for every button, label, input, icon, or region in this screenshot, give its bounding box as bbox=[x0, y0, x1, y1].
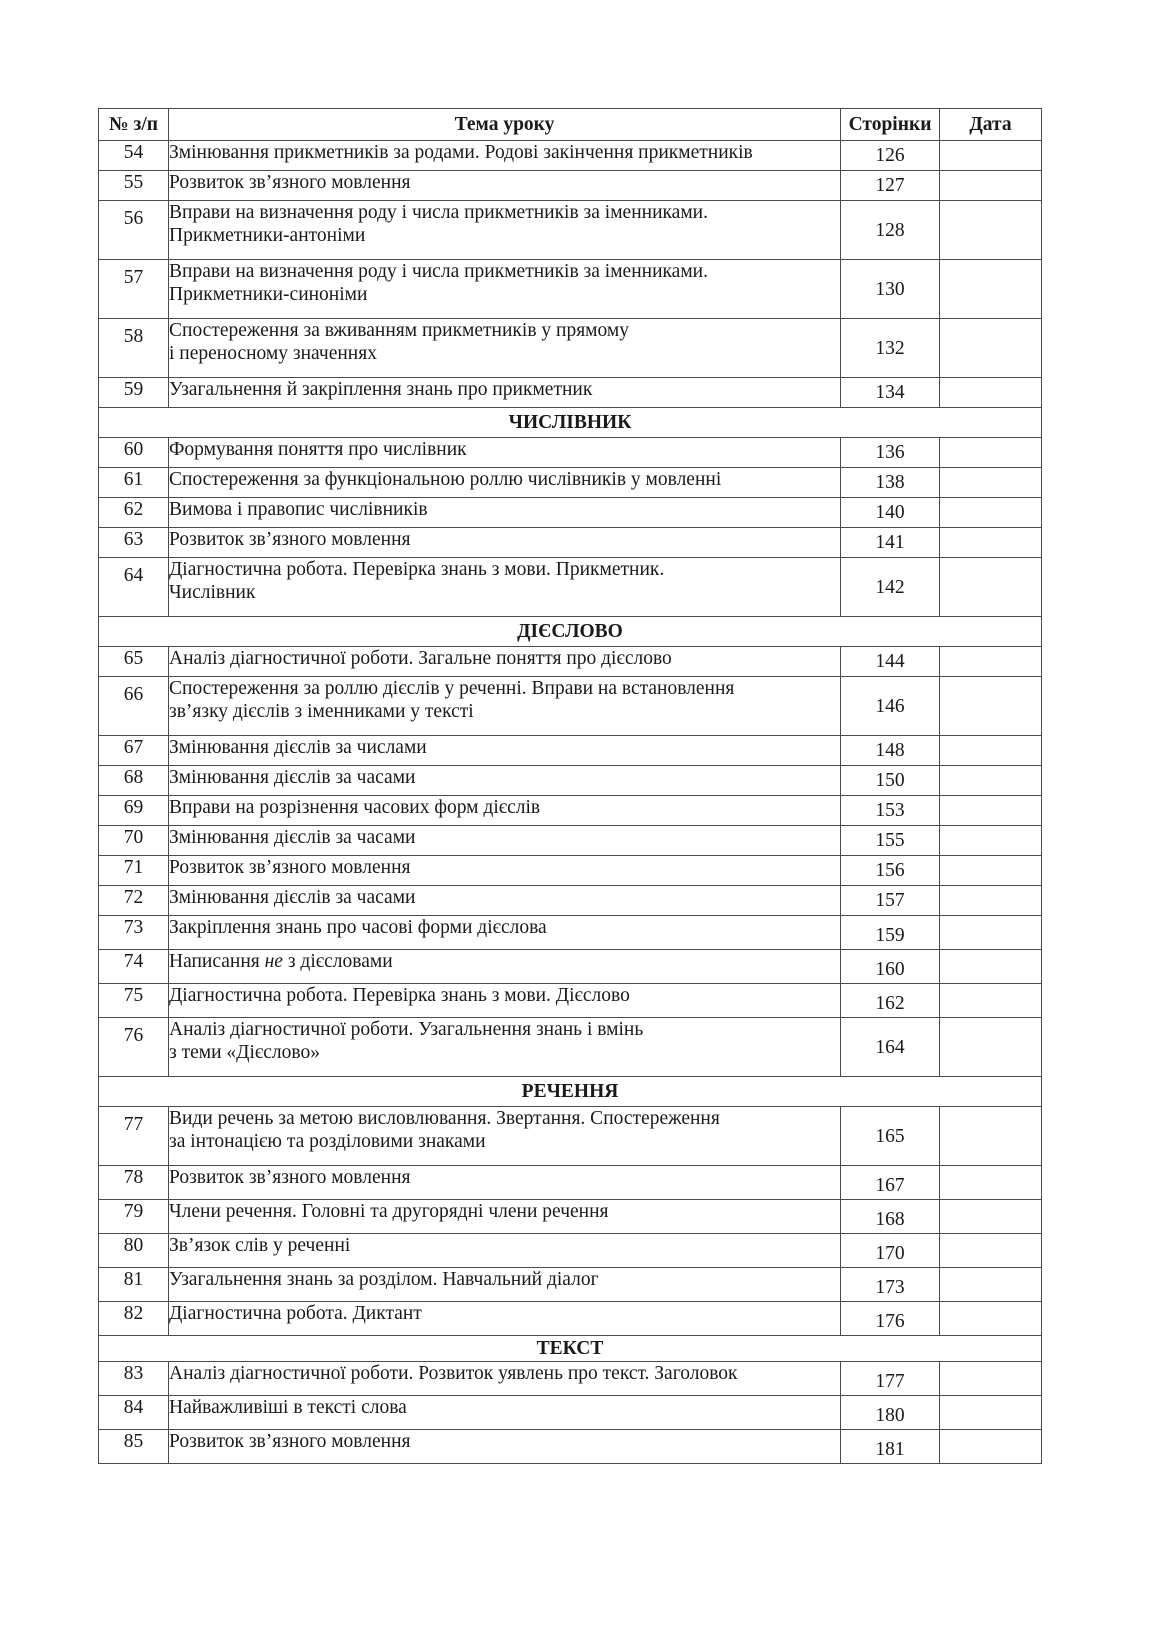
page-number: 134 bbox=[841, 378, 940, 408]
topic-text: Змінювання дієслів за часами bbox=[169, 827, 416, 848]
page-number: 173 bbox=[841, 1268, 940, 1302]
table-row bbox=[99, 1018, 1042, 1077]
topic-text: Аналіз діагностичної роботи. Загальне поняття про дієслово bbox=[169, 648, 672, 669]
lesson-number: 57 bbox=[99, 260, 169, 319]
date-cell[interactable] bbox=[940, 856, 1042, 886]
lesson-number: 58 bbox=[99, 319, 169, 378]
lesson-topic bbox=[169, 1430, 841, 1464]
table-row bbox=[99, 736, 1042, 766]
date-cell[interactable] bbox=[940, 736, 1042, 766]
topic-text-line2: Прикметники-синоніми bbox=[169, 284, 368, 305]
topic-text-line2: Прикметники-антоніми bbox=[169, 225, 366, 246]
page-number: 138 bbox=[841, 468, 940, 498]
lesson-topic bbox=[169, 201, 841, 260]
topic-text: Формування поняття про числівник bbox=[169, 439, 467, 460]
lesson-topic bbox=[169, 984, 841, 1018]
topic-text: Діагностична робота. Диктант bbox=[169, 1303, 422, 1324]
lesson-number: 77 bbox=[99, 1107, 169, 1166]
table-row bbox=[99, 171, 1042, 201]
page-number: 160 bbox=[841, 950, 940, 984]
date-cell[interactable] bbox=[940, 378, 1042, 408]
lesson-topic bbox=[169, 1234, 841, 1268]
table-body bbox=[99, 141, 1042, 1464]
page-number: 168 bbox=[841, 1200, 940, 1234]
lesson-topic bbox=[169, 826, 841, 856]
lesson-number: 79 bbox=[99, 1200, 169, 1234]
topic-text: Узагальнення знань за розділом. Навчальний діалог bbox=[169, 1269, 599, 1290]
lesson-number: 80 bbox=[99, 1234, 169, 1268]
table-row bbox=[99, 319, 1042, 378]
page-number: 127 bbox=[841, 171, 940, 201]
date-cell[interactable] bbox=[940, 171, 1042, 201]
table-row bbox=[99, 1166, 1042, 1200]
lesson-topic bbox=[169, 1107, 841, 1166]
section-row bbox=[99, 1077, 1042, 1107]
date-cell[interactable] bbox=[940, 916, 1042, 950]
topic-text-line2: за інтонацією та розділовими знаками bbox=[169, 1131, 486, 1152]
section-row bbox=[99, 408, 1042, 438]
table-row bbox=[99, 856, 1042, 886]
topic-text: Види речень за метою висловлювання. Звертання. Спостереження bbox=[169, 1108, 720, 1129]
table-row bbox=[99, 886, 1042, 916]
date-cell[interactable] bbox=[940, 438, 1042, 468]
lesson-number: 84 bbox=[99, 1396, 169, 1430]
lesson-number: 62 bbox=[99, 498, 169, 528]
topic-text: Розвиток зв’язного мовлення bbox=[169, 172, 411, 193]
page-number: 167 bbox=[841, 1166, 940, 1200]
lesson-number: 85 bbox=[99, 1430, 169, 1464]
table-row bbox=[99, 1200, 1042, 1234]
page-number: 148 bbox=[841, 736, 940, 766]
table-row bbox=[99, 766, 1042, 796]
lesson-number: 65 bbox=[99, 647, 169, 677]
topic-text: Змінювання прикметників за родами. Родові закінчення прикметників bbox=[169, 142, 753, 163]
topic-text: Вимова і правопис числівників bbox=[169, 499, 428, 520]
header-number: № з/п bbox=[99, 109, 169, 141]
lesson-topic bbox=[169, 886, 841, 916]
lesson-number: 55 bbox=[99, 171, 169, 201]
topic-text: Вправи на визначення роду і числа прикметників за іменниками. bbox=[169, 261, 708, 282]
date-cell[interactable] bbox=[940, 826, 1042, 856]
lesson-number: 81 bbox=[99, 1268, 169, 1302]
page-number: 146 bbox=[841, 677, 940, 736]
topic-text: Діагностична робота. Перевірка знань з мови. Прикметник. bbox=[169, 559, 665, 580]
lesson-topic bbox=[169, 498, 841, 528]
lesson-number: 69 bbox=[99, 796, 169, 826]
lesson-number: 72 bbox=[99, 886, 169, 916]
topic-text: Аналіз діагностичної роботи. Узагальнення знань і вмінь bbox=[169, 1019, 644, 1040]
lesson-number: 76 bbox=[99, 1018, 169, 1077]
date-cell[interactable] bbox=[940, 647, 1042, 677]
lesson-number: 59 bbox=[99, 378, 169, 408]
page-number: 140 bbox=[841, 498, 940, 528]
page-number: 128 bbox=[841, 201, 940, 260]
lesson-topic bbox=[169, 766, 841, 796]
table-row bbox=[99, 1362, 1042, 1396]
lesson-topic bbox=[169, 916, 841, 950]
topic-text-after: з дієсловами bbox=[282, 951, 393, 972]
page-number: 157 bbox=[841, 886, 940, 916]
lesson-topic bbox=[169, 1166, 841, 1200]
table-row bbox=[99, 378, 1042, 408]
table-row bbox=[99, 201, 1042, 260]
page-number: 170 bbox=[841, 1234, 940, 1268]
topic-text-line2: Числівник bbox=[169, 582, 256, 603]
lesson-topic bbox=[169, 1018, 841, 1077]
lesson-topic bbox=[169, 1396, 841, 1430]
date-cell[interactable] bbox=[940, 886, 1042, 916]
table-row bbox=[99, 1107, 1042, 1166]
lesson-number: 60 bbox=[99, 438, 169, 468]
table-row bbox=[99, 1268, 1042, 1302]
date-cell[interactable] bbox=[940, 1018, 1042, 1077]
page-number: 162 bbox=[841, 984, 940, 1018]
date-cell[interactable] bbox=[940, 1234, 1042, 1268]
date-cell[interactable] bbox=[940, 984, 1042, 1018]
date-cell[interactable] bbox=[940, 1362, 1042, 1396]
table-row bbox=[99, 984, 1042, 1018]
table-header-row bbox=[99, 109, 1042, 141]
topic-text: Написання bbox=[169, 951, 265, 972]
lesson-number: 66 bbox=[99, 677, 169, 736]
topic-text: Змінювання дієслів за часами bbox=[169, 767, 416, 788]
topic-text-line2: зв’язку дієслів з іменниками у тексті bbox=[169, 701, 474, 722]
page-number: 153 bbox=[841, 796, 940, 826]
topic-text-line2: і переносному значеннях bbox=[169, 343, 377, 364]
lesson-number: 67 bbox=[99, 736, 169, 766]
lesson-plan-table bbox=[98, 108, 1042, 1464]
section-title: РЕЧЕННЯ bbox=[99, 1077, 1042, 1107]
lesson-number: 64 bbox=[99, 558, 169, 617]
lesson-topic bbox=[169, 528, 841, 558]
date-cell[interactable] bbox=[940, 319, 1042, 378]
date-cell[interactable] bbox=[940, 468, 1042, 498]
date-cell[interactable] bbox=[940, 1166, 1042, 1200]
page-number: 159 bbox=[841, 916, 940, 950]
topic-text: Спостереження за вживанням прикметників у прямому bbox=[169, 320, 629, 341]
lesson-topic bbox=[169, 141, 841, 171]
lesson-number: 82 bbox=[99, 1302, 169, 1336]
date-cell[interactable] bbox=[940, 558, 1042, 617]
page-number: 176 bbox=[841, 1302, 940, 1336]
date-cell[interactable] bbox=[940, 528, 1042, 558]
date-cell[interactable] bbox=[940, 1430, 1042, 1464]
table-row bbox=[99, 438, 1042, 468]
table-row bbox=[99, 498, 1042, 528]
page-number: 126 bbox=[841, 141, 940, 171]
date-cell[interactable] bbox=[940, 796, 1042, 826]
lesson-number: 74 bbox=[99, 950, 169, 984]
table-row bbox=[99, 1302, 1042, 1336]
page-number: 177 bbox=[841, 1362, 940, 1396]
section-title: ДІЄСЛОВО bbox=[99, 617, 1042, 647]
table-row bbox=[99, 558, 1042, 617]
topic-text: Розвиток зв’язного мовлення bbox=[169, 857, 411, 878]
page-number: 144 bbox=[841, 647, 940, 677]
date-cell[interactable] bbox=[940, 677, 1042, 736]
page-number: 142 bbox=[841, 558, 940, 617]
date-cell[interactable] bbox=[940, 1396, 1042, 1430]
lesson-number: 56 bbox=[99, 201, 169, 260]
topic-text: Закріплення знань про часові форми дієслова bbox=[169, 917, 547, 938]
lesson-number: 78 bbox=[99, 1166, 169, 1200]
page-number: 136 bbox=[841, 438, 940, 468]
date-cell[interactable] bbox=[940, 260, 1042, 319]
lesson-number: 83 bbox=[99, 1362, 169, 1396]
table-row bbox=[99, 260, 1042, 319]
lesson-topic bbox=[169, 736, 841, 766]
table-row bbox=[99, 950, 1042, 984]
lesson-number: 63 bbox=[99, 528, 169, 558]
lesson-topic bbox=[169, 1200, 841, 1234]
date-cell[interactable] bbox=[940, 766, 1042, 796]
header-date: Дата bbox=[940, 109, 1042, 141]
page-number: 141 bbox=[841, 528, 940, 558]
page-number: 150 bbox=[841, 766, 940, 796]
topic-text-line2: з теми «Дієслово» bbox=[169, 1042, 320, 1063]
lesson-topic bbox=[169, 260, 841, 319]
lesson-topic bbox=[169, 558, 841, 617]
section-row bbox=[99, 617, 1042, 647]
page-number: 181 bbox=[841, 1430, 940, 1464]
lesson-topic bbox=[169, 438, 841, 468]
table-row bbox=[99, 796, 1042, 826]
date-cell[interactable] bbox=[940, 1268, 1042, 1302]
lesson-number: 75 bbox=[99, 984, 169, 1018]
topic-text: Змінювання дієслів за числами bbox=[169, 737, 427, 758]
table-row bbox=[99, 468, 1042, 498]
section-title: ЧИСЛІВНИК bbox=[99, 408, 1042, 438]
lesson-number: 73 bbox=[99, 916, 169, 950]
lesson-topic bbox=[169, 1268, 841, 1302]
topic-text: Спостереження за функціональною роллю числівників у мовленні bbox=[169, 469, 722, 490]
topic-text: Спостереження за роллю дієслів у реченні. Вправи на встановлення bbox=[169, 678, 735, 699]
topic-text: Вправи на визначення роду і числа прикметників за іменниками. bbox=[169, 202, 708, 223]
lesson-topic bbox=[169, 1302, 841, 1336]
topic-text: Розвиток зв’язного мовлення bbox=[169, 1431, 411, 1452]
page-number: 165 bbox=[841, 1107, 940, 1166]
page-number: 164 bbox=[841, 1018, 940, 1077]
lesson-topic bbox=[169, 796, 841, 826]
lesson-topic bbox=[169, 856, 841, 886]
topic-text: Зв’язок слів у реченні bbox=[169, 1235, 351, 1256]
page-number: 180 bbox=[841, 1396, 940, 1430]
header-topic: Тема уроку bbox=[169, 109, 841, 141]
section-row bbox=[99, 1336, 1042, 1362]
table-row bbox=[99, 141, 1042, 171]
table-row bbox=[99, 1234, 1042, 1268]
topic-text: Розвиток зв’язного мовлення bbox=[169, 529, 411, 550]
section-title: ТЕКСТ bbox=[99, 1336, 1042, 1362]
lesson-number: 54 bbox=[99, 141, 169, 171]
topic-text: Розвиток зв’язного мовлення bbox=[169, 1167, 411, 1188]
topic-text: Вправи на розрізнення часових форм дієслів bbox=[169, 797, 541, 818]
topic-text: Змінювання дієслів за часами bbox=[169, 887, 416, 908]
page-number: 132 bbox=[841, 319, 940, 378]
topic-text: Аналіз діагностичної роботи. Розвиток уявлень про текст. Заголовок bbox=[169, 1363, 738, 1384]
table-row bbox=[99, 1430, 1042, 1464]
table-row bbox=[99, 528, 1042, 558]
topic-text: Узагальнення й закріплення знань про прикметник bbox=[169, 379, 593, 400]
lesson-number: 71 bbox=[99, 856, 169, 886]
table-row bbox=[99, 647, 1042, 677]
lesson-topic bbox=[169, 647, 841, 677]
lesson-topic bbox=[169, 319, 841, 378]
date-cell[interactable] bbox=[940, 950, 1042, 984]
page-number: 155 bbox=[841, 826, 940, 856]
topic-text: Найважливіші в тексті слова bbox=[169, 1397, 407, 1418]
lesson-number: 61 bbox=[99, 468, 169, 498]
date-cell[interactable] bbox=[940, 141, 1042, 171]
topic-text: Діагностична робота. Перевірка знань з мови. Дієслово bbox=[169, 985, 630, 1006]
lesson-topic bbox=[169, 677, 841, 736]
table-row bbox=[99, 677, 1042, 736]
page-number: 130 bbox=[841, 260, 940, 319]
date-cell[interactable] bbox=[940, 1200, 1042, 1234]
lesson-topic bbox=[169, 378, 841, 408]
date-cell[interactable] bbox=[940, 498, 1042, 528]
page-number: 156 bbox=[841, 856, 940, 886]
topic-text: Члени речення. Головні та другорядні члени речення bbox=[169, 1201, 609, 1222]
date-cell[interactable] bbox=[940, 1302, 1042, 1336]
lesson-topic bbox=[169, 171, 841, 201]
lesson-topic bbox=[169, 1362, 841, 1396]
lesson-topic bbox=[169, 468, 841, 498]
table-row bbox=[99, 1396, 1042, 1430]
topic-italic-text: не bbox=[264, 951, 283, 972]
header-pages: Сторінки bbox=[841, 109, 940, 141]
table-row bbox=[99, 916, 1042, 950]
lesson-topic bbox=[169, 950, 841, 984]
table-row bbox=[99, 826, 1042, 856]
date-cell[interactable] bbox=[940, 201, 1042, 260]
lesson-number: 70 bbox=[99, 826, 169, 856]
lesson-number: 68 bbox=[99, 766, 169, 796]
date-cell[interactable] bbox=[940, 1107, 1042, 1166]
